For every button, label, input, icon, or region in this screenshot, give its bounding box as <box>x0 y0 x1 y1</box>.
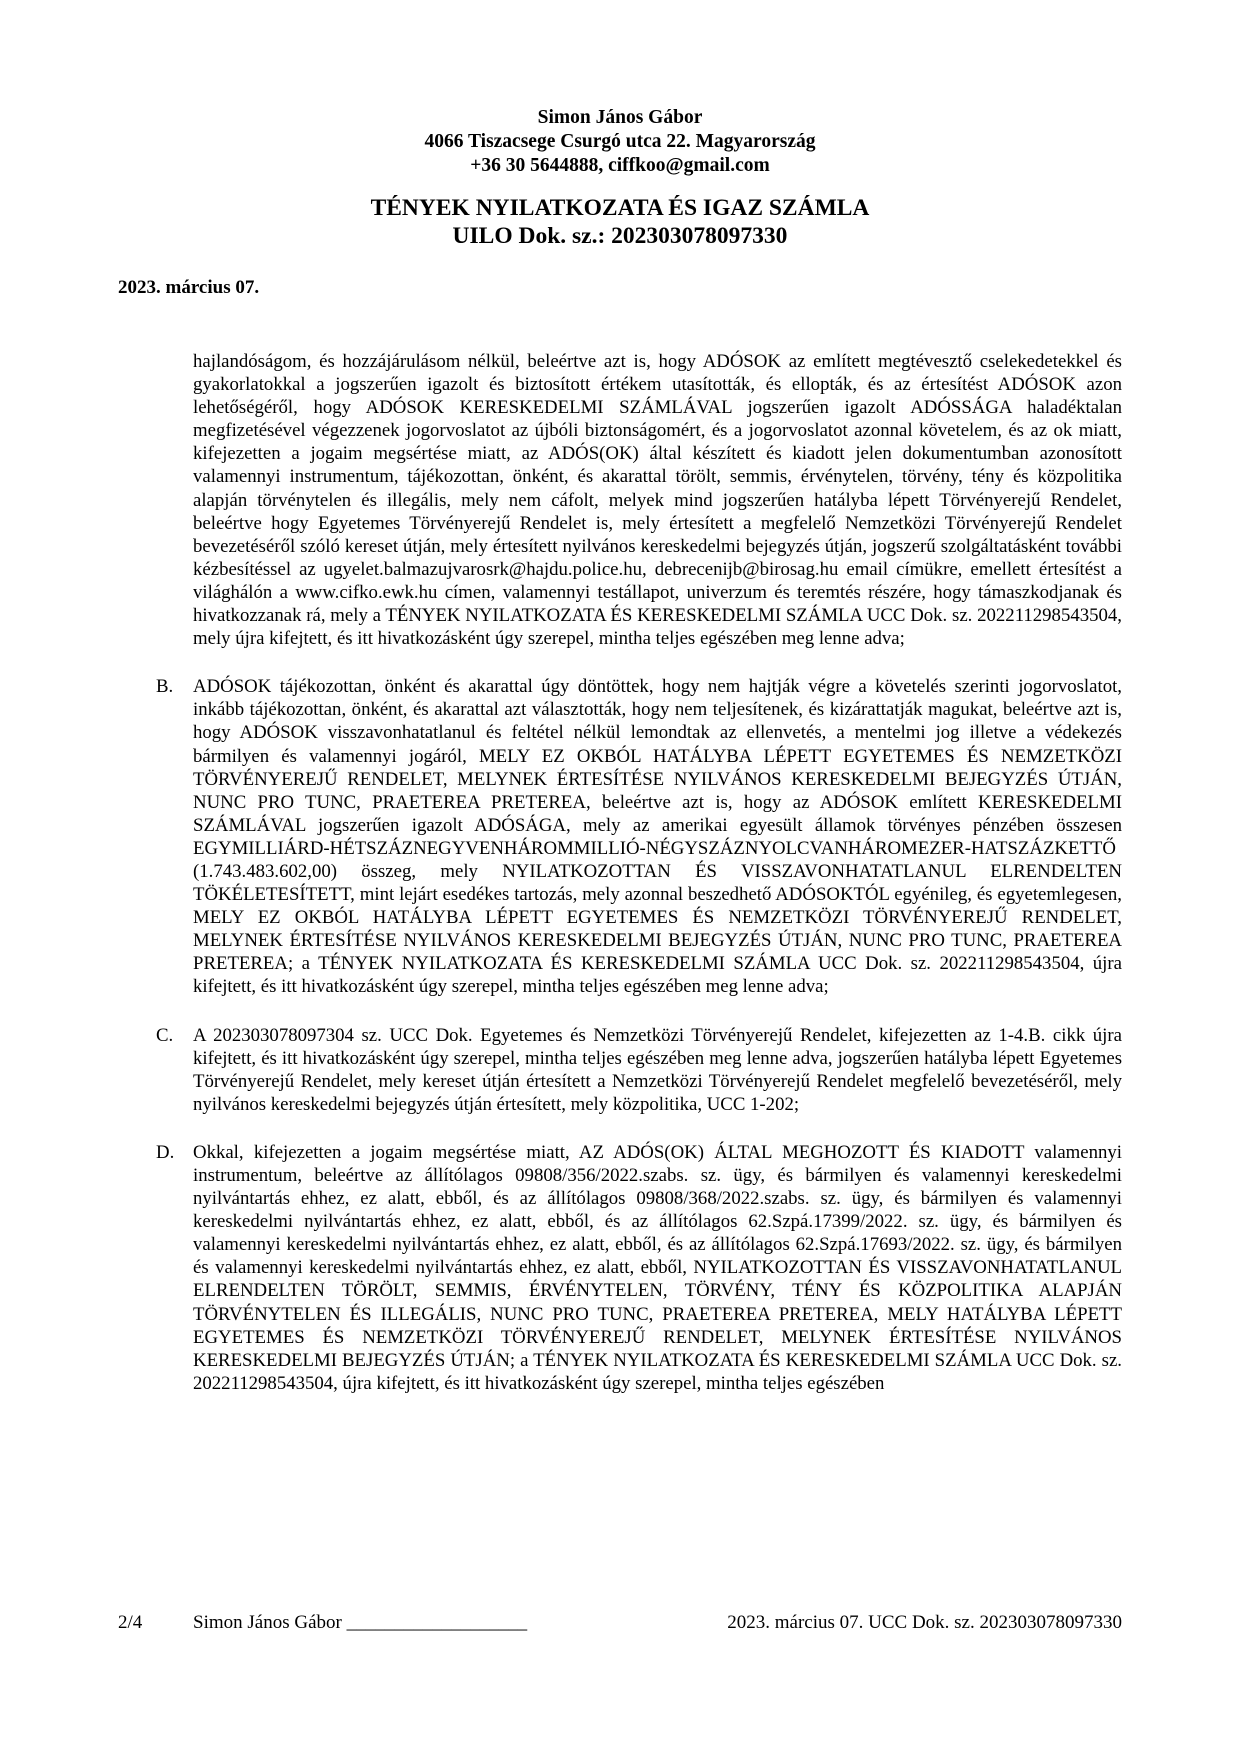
list-item-d <box>118 1141 1122 1395</box>
sender-name: Simon János Gábor <box>537 107 703 128</box>
page-number: 2/4 <box>118 1612 143 1633</box>
footer-reference: 2023. március 07. UCC Dok. sz. 202303078097330 <box>727 1612 1122 1633</box>
list-item-c <box>118 1024 1122 1116</box>
document-title <box>0 194 1240 250</box>
list-item-text: ADÓSOK tájékozottan, önként és akarattal úgy döntöttek, hogy nem hajtják végre a követelés szerinti jogorvoslatot, inkább tájékozottan, önként, és akarattal azt választották, hogy nem teljesítenek, és kizárattatják magukat, beleértve azt is, hogy ADÓSOK visszavonhatatlanul és feltétel nélkül lemondtak az ellenvetés, a mentelmi jog illetve a védekezés bármilyen és valamennyi jogáról, MELY EZ OKBÓL HATÁLYBA LÉPETT EGYETEMES ÉS NEMZETKÖZI TÖRVÉNYEREJŰ RENDELET, MELYNEK ÉRTESÍTÉSE NYILVÁNOS KERESKEDELMI BEJEGYZÉS ÚTJÁN, NUNC PRO TUNC, PRAETEREA PRETEREA, beleértve azt is, hogy az ADÓSOK említett KERESKEDELMI SZÁMLÁVAL jogszerűen igazolt ADÓSÁGA, mely az amerikai egyesült államok törvényes pénzében összesen EGYMILLIÁRD-HÉTSZÁZNEGYVENHÁROMMILLIÓ-NÉGYSZÁZNYOLCVANHÁROMEZER-HATSZÁZKETTŐ (1.743.483.602,00) összeg, mely NYILATKOZOTTAN ÉS VISSZAVONHATATLANUL ELRENDELTEN TÖKÉLETESÍTETT, mint lejárt esedékes tartozás, mely azonnal beszedhető ADÓSOKTÓL egyénileg, és egyetemlegesen, MELY EZ OKBÓL HATÁLYBA LÉPETT EGYETEMES ÉS NEMZETKÖZI TÖRVÉNYEREJŰ RENDELET, MELYNEK ÉRTESÍTÉSE NYILVÁNOS KERESKEDELMI BEJEGYZÉS ÚTJÁN, NUNC PRO TUNC, PRAETEREA PRETEREA; a TÉNYEK NYILATKOZATA ÉS KERESKEDELMI SZÁMLA UCC Dok. sz. 202211298543504, újra kifejtett, és itt hivatkozásként úgy szerepel, mintha teljes egészében meg lenne adva; <box>193 676 1122 998</box>
sender-address: 4066 Tiszacsege Csurgó utca 22. Magyarország <box>424 131 816 152</box>
sender-header <box>0 106 1240 178</box>
document-date: 2023. március 07. <box>118 277 260 298</box>
document-body <box>118 350 1122 1395</box>
list-item-letter: B. <box>156 676 174 698</box>
list-item-letter: C. <box>156 1024 174 1046</box>
sender-contact: +36 30 5644888, ciffkoo@gmail.com <box>470 155 770 176</box>
signature-line: Simon János Gábor ___________________ <box>193 1612 528 1633</box>
title-line-1: TÉNYEK NYILATKOZATA ÉS IGAZ SZÁMLA <box>370 195 870 221</box>
list-item-text: A 202303078097304 sz. UCC Dok. Egyetemes és Nemzetközi Törvényerejű Rendelet, kifejezetten az 1-4.B. cikk újra kifejtett, és itt hivatkozásként úgy szerepel, mintha teljes egészében meg lenne adva, jogszerűen hatályba lépett Egyetemes Törvényerejű Rendelet, mely kereset útján értesített a Nemzetközi Törvényerejű Rendelet megfelelő bevezetéséről, mely nyilvános kereskedelmi bejegyzés útján értesített, mely közpolitika, UCC 1-202; <box>193 1024 1122 1115</box>
list-item-b <box>118 675 1122 998</box>
intro-paragraph: hajlandóságom, és hozzájárulásom nélkül, beleértve azt is, hogy ADÓSOK az említett megtévesztő cselekedetekkel és gyakorlatokkal a jogszerűen igazolt és biztosított értékem utasították, és ellopták, és az értesítést ADÓSOK azon lehetőségéről, hogy ADÓSOK KERESKEDELMI SZÁMLÁVAL jogszerűen igazolt ADÓSSÁGA haladéktalan megfizetésével végezzenek jogorvoslatot az újbóli biztonságomért, és a jogorvoslatot azonnal követelem, és az ok miatt, kifejezetten a jogaim megsértése miatt, az ADÓS(OK) által készített és kiadott jelen dokumentumban azonosított valamennyi instrumentum, tájékozottan, önként, és akarattal törölt, semmis, érvénytelen, törvény, tény és közpolitika alapján törvénytelen és illegális, mely nem cáfolt, melyek mind jogszerűen hatályba lépett Törvényerejű Rendelet, beleértve hogy Egyetemes Törvényerejű Rendelet is, mely értesített a megfelelő Nemzetközi Törvényerejű Rendelet bevezetéséről szóló kereset útján, mely értesített nyilvános kereskedelmi bejegyzés útján, jogszerű szolgáltatásként további kézbesítéssel az ugyelet.balmazujvarosrk@hajdu.police.hu, debrecenijb@birosag.hu email címükre, emellett értesítést a világhálón a www.cifko.ewk.hu címen, valamennyi testállapot, univerzum és teremtés részére, hogy támaszkodjanak és hivatkozzanak rá, mely a TÉNYEK NYILATKOZATA ÉS KERESKEDELMI SZÁMLA UCC Dok. sz. 202211298543504, mely újra kifejtett, és itt hivatkozásként úgy szerepel, mintha teljes egészében meg lenne adva; <box>193 351 1122 650</box>
list-item-text: Okkal, kifejezetten a jogaim megsértése miatt, AZ ADÓS(OK) ÁLTAL MEGHOZOTT ÉS KIADOTT valamennyi instrumentum, beleértve az állítólagos 09808/356/2022.szabs. sz. ügy, és bármilyen és valamennyi kereskedelmi nyilvántartás ehhez, ez alatt, ebből, és az állítólagos 09808/368/2022.szabs. sz. ügy, és bármilyen és valamennyi kereskedelmi nyilvántartás ehhez, ez alatt, ebből, és az állítólagos 62.Szpá.17399/2022. sz. ügy, és bármilyen és valamennyi kereskedelmi nyilvántartás ehhez, ez alatt, ebből, és az állítólagos 62.Szpá.17693/2022. sz. ügy, és bármilyen és valamennyi kereskedelmi nyilvántartás ehhez, ez alatt, ebből, NYILATKOZOTTAN ÉS VISSZAVONHATATLANUL ELRENDELTEN TÖRÖLT, SEMMIS, ÉRVÉNYTELEN, TÖRVÉNY, TÉNY ÉS KÖZPOLITIKA ALAPJÁN TÖRVÉNYTELEN ÉS ILLEGÁLIS, NUNC PRO TUNC, PRAETEREA PRETEREA, MELY HATÁLYBA LÉPETT EGYETEMES ÉS NEMZETKÖZI TÖRVÉNYEREJŰ RENDELET, MELYNEK ÉRTESÍTÉSE NYILVÁNOS KERESKEDELMI BEJEGYZÉS ÚTJÁN; a TÉNYEK NYILATKOZATA ÉS KERESKEDELMI SZÁMLA UCC Dok. sz. 202211298543504, újra kifejtett, és itt hivatkozásként úgy szerepel, mintha teljes egészében <box>193 1141 1122 1394</box>
title-line-2: UILO Dok. sz.: 202303078097330 <box>452 223 788 249</box>
list-item-letter: D. <box>156 1141 175 1163</box>
